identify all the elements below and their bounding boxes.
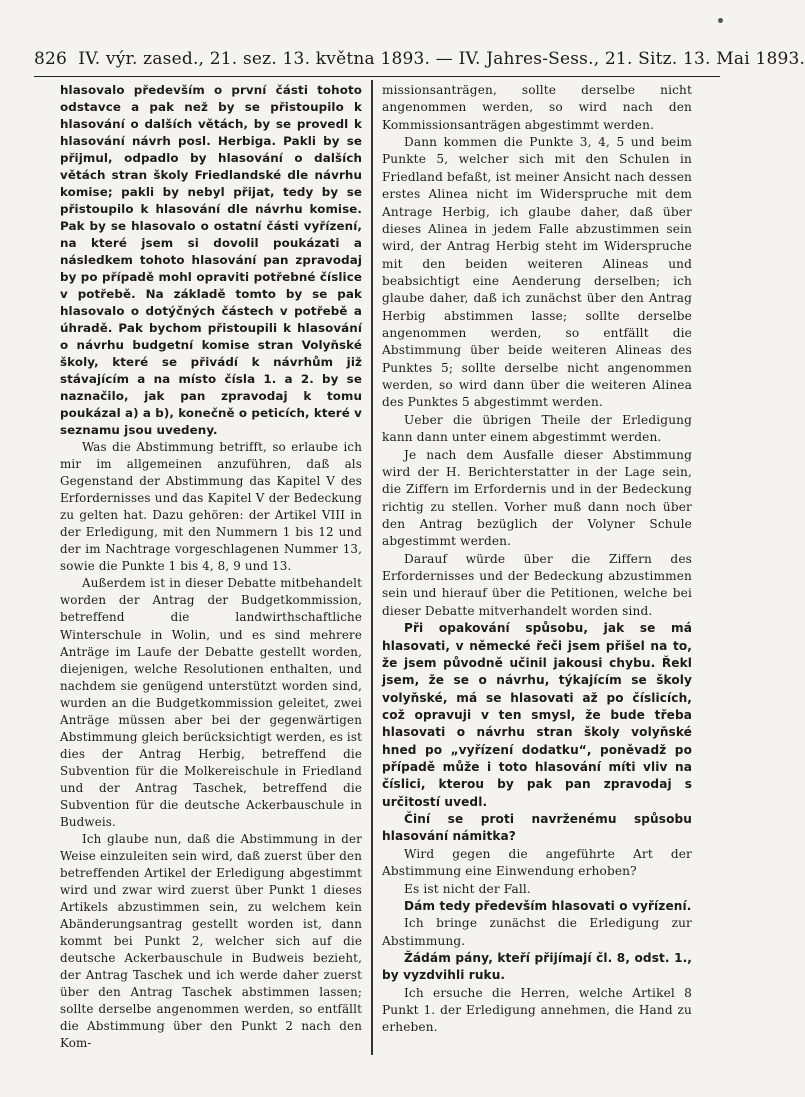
paragraph: Při opakování spůsobu, jak se má hlasovati, v německé řeči jsem přišel na to, že jsem původně učinil jakousi chybu. Řekl jsem, že se o návrhu, týkajícím se školy volyňské, má se hlasovati až po číslicích, což opravuji v ten smysl, že bude třeba hlasovati o návrhu stran školy volyňské hned po „vyřízení dodatku“, poněvadž po případě může i toto hlasování míti vliv na číslici, kterou by pak pan zpravodaj s určitostí uvedl. [382, 621, 692, 809]
paragraph: Ueber die übrigen Theile der Erledigung kann dann unter einem abgestimmt werden. [382, 412, 692, 445]
paragraph: Žádám pány, kteří přijímají čl. 8, odst. 1., by vyzdvihli ruku. [382, 950, 692, 983]
paragraph: Činí se proti navrženému spůsobu hlasování námitka? [382, 812, 692, 844]
paragraph: Ich bringe zunächst die Erledigung zur Abstimmung. [382, 916, 692, 948]
paragraph: Dám tedy především hlasovati o vyřízení. [404, 898, 692, 913]
paragraph: Wird gegen die angeführte Art der Abstimmung eine Einwendung erhoben? [382, 846, 692, 879]
paragraph: Es ist nicht der Fall. [404, 881, 531, 896]
right-column [382, 82, 692, 1037]
page-number: 826 [34, 49, 68, 69]
paragraph: Dann kommen die Punkte 3, 4, 5 und beim Punkte 5, welcher sich mit den Schulen in Friedland befaßt, ist meiner Ansicht nach dessen erstes Alinea nicht im Widerspruche mit dem Antrage Herbig, ich glaube daher, daß über dieses Alinea in jedem Falle abzustimmen sein wird, der Antrag Herbig steht im Widerspruche mit den beiden weiteren Alineas und beabsichtigt eine Aenderung derselben; ich glaube daher, daß ich zunächst über den Antrag Herbig abstimmen lasse; sollte derselbe angenommen werden, so entfällt die Abstimmung über beide weiteren Alineas des Punktes 5; sollte derselbe nicht angenommen werden, so wird dann über die weiteren Alinea des Punktes 5 abgestimmt werden. [382, 135, 692, 410]
paragraph: Darauf würde über die Ziffern des Erfordernisses und der Bedeckung abzustimmen sein und hierauf über die Petitionen, welche bei dieser Debatte mitverhandelt worden sind. [382, 551, 692, 618]
paragraph: Ich ersuche die Herren, welche Artikel 8 Punkt 1. der Erledigung annehmen, die Hand zu erheben. [382, 985, 692, 1035]
page-header [34, 48, 805, 77]
column-divider [371, 80, 373, 1055]
paragraph: missionsanträgen, sollte derselbe nicht angenommen werden, so wird nach den Kommissionsanträgen abgestimmt werden. [382, 83, 692, 132]
header-title-czech: IV. výr. zased., 21. sez. 13. května 1893. [78, 49, 431, 69]
paragraph: Außerdem ist in dieser Debatte mitbehandelt worden der Antrag der Budgetkommission, betreffend die landwirthschaftliche Winterschule in Wolin, und es sind mehrere Anträge im Laufe der Debatte gestellt worden, diejenigen, welche Resolutionen enthalten, und nachdem sie genügend unterstützt worden sind, wurden an die Budgetkommission geleitet, zwei Anträge müssen aber bei der gegenwärtigen Abstimmung gleich berücksichtigt werden, es ist dies der Antrag Herbig, betreffend die Subvention für die Molkereischule in Friedland und der Antrag Taschek, betreffend die Subvention für die deutsche Ackerbauschule in Budweis. [60, 576, 362, 829]
corner-mark [718, 18, 723, 23]
left-column [60, 82, 362, 1052]
paragraph: hlasovalo především o první části tohoto odstavce a pak než by se přistoupilo k hlasování o dalších větách, by se provedl k hlasování návrh posl. Herbiga. Pakli by se přijmul, odpadlo by hlasování o dalších větách stran školy Friedlandské dle návrhu komise; pakli by nebyl přijat, tedy by se přistoupilo k hlasování dle návrhu komise. Pak by se hlasovalo o ostatní části vyřízení, na které jsem si dovolil poukázati a následkem tohoto hlasování pan zpravodaj by po případě mohl opraviti potřebné číslice v potřebě. Na základě tomto by se pak hlasovalo o dotýčných částech v potřebě a úhradě. Pak bychom přistoupili k hlasování o návrhu budgetní komise stran Volyňské školy, které se přivádí k návrhům již stávajícím a na místo čísla 1. a 2. by se naznačilo, jak pan zpravodaj k tomu poukázal a) a b), konečně o peticích, které v seznamu jsou uvedeny. [60, 83, 362, 438]
paragraph: Was die Abstimmung betrifft, so erlaube ich mir im allgemeinen anzuführen, daß als Gegenstand der Abstimmung das Kapitel V des Erfordernisses und das Kapitel V der Bedeckung zu gelten hat. Dazu gehören: der Artikel VIII in der Erledigung, mit den Nummern 1 bis 12 und der im Nachtrage vorgeschlagenen Nummer 13, sowie die Punkte 1 bis 4, 8, 9 und 13. [60, 440, 362, 574]
paragraph: Je nach dem Ausfalle dieser Abstimmung wird der H. Berichterstatter in der Lage sein, die Ziffern im Erfordernis und in der Bedeckung richtig zu stellen. Vorher muß dann noch über den Antrag bezüglich der Volyner Schule abgestimmt werden. [382, 447, 692, 549]
paragraph: Ich glaube nun, daß die Abstimmung in der Weise einzuleiten sein wird, daß zuerst über den betreffenden Artikel der Erledigung abgestimmt wird und zwar wird zuerst über Punkt 1 dieses Artikels abzustimmen sein, zu welchem kein Abänderungsantrag gestellt worden ist, dann kommt bei Punkt 2, welcher sich auf die deutsche Ackerbauschule in Budweis bezieht, der Antrag Taschek und ich werde daher zuerst über den Antrag Taschek abstimmen lassen; sollte derselbe angenommen werden, so entfällt die Abstimmung über den Punkt 2 nach den Kom- [60, 831, 362, 1050]
header-title-german: IV. Jahres-Sess., 21. Sitz. 13. Mai 1893. [458, 49, 805, 69]
header-separator: — [435, 49, 453, 69]
